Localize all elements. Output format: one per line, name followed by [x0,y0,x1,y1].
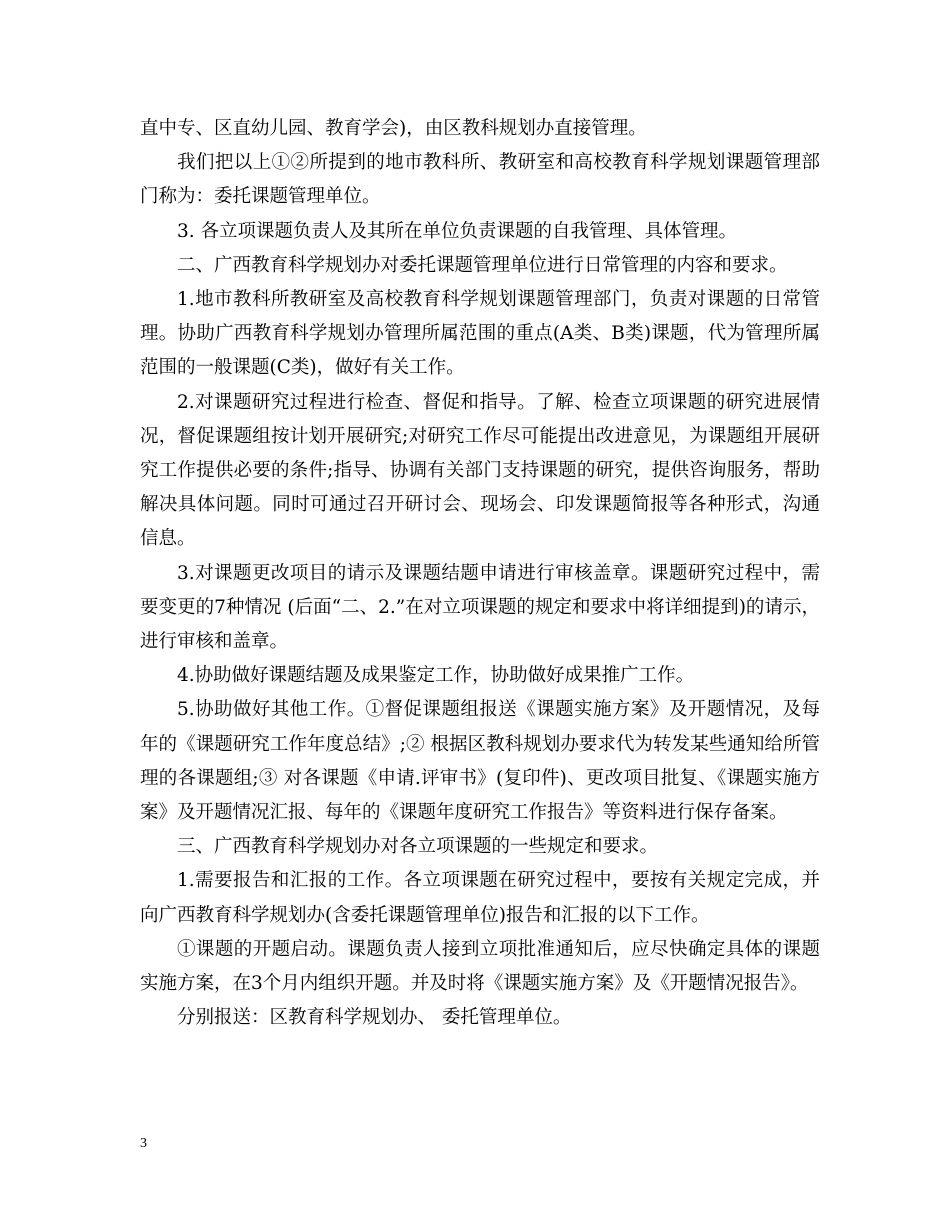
paragraph-item-3-review: 3.对课题更改项目的请示及课题结题申请进行审核盖章。课题研究过程中，需要变更的7种情况 (后面“二、2.”在对立项课题的规定和要求中将详细提到)的请示，进行审核和盖章。 [140,562,820,653]
paragraph-item-3: 3. 各立项课题负责人及其所在单位负责课题的自我管理、具体管理。 [177,220,738,242]
page-number: 3 [140,1136,147,1151]
paragraph-item-2: 2.对课题研究过程进行检查、督促和指导。了解、检查立项课题的研究进展情况，督促课题组按计划开展研究;对研究工作尽可能提出改进意见，为课题组开展研究工作提供必要的条件;指导、协调有关部门支持课题的研究，提供咨询服务，帮助解决具体问题。同时可通过召开研讨会、现场会、印发课题简报等各种形式，沟通信息。 [140,391,820,550]
paragraph-opening: ①课题的开题启动。课题负责人接到立项批准通知后，应尽快确定具体的课题实施方案，在3个月内组织开题。并及时将《课题实施方案》及《开题情况报告》。 [140,938,820,995]
paragraph-item-5: 5.协助做好其他工作。①督促课题组报送《课题实施方案》及开题情况，及每年的《课题研究工作年度总结》;② 根据区教科规划办要求代为转发某些通知给所管理的各课题组;③ 对各课题《申请.评审书》(复印件)、更改项目批复、《课题实施方案》及开题情况汇报、每年的《课题年度研究工作报告》等资料进行保存备案。 [140,699,820,824]
paragraph-continuation: 直中专、区直幼儿园、教育学会)，由区教科规划办直接管理。 [140,118,647,139]
paragraph-definition: 我们把以上①②所提到的地市教科所、教研室和高校教育科学规划课题管理部门称为：委托课题管理单位。 [140,152,820,208]
document-body [140,112,820,1035]
section-heading-2: 二、广西教育科学规划办对委托课题管理单位进行日常管理的内容和要求。 [177,254,788,276]
paragraph-submit-to: 分别报送：区教育科学规划办、 委托管理单位。 [177,1007,572,1029]
section-heading-3: 三、广西教育科学规划办对各立项课题的一些规定和要求。 [177,836,659,858]
paragraph-item-4: 4.协助做好课题结题及成果鉴定工作，协助做好成果推广工作。 [177,665,695,687]
paragraph-reporting: 1.需要报告和汇报的工作。各立项课题在研究过程中，要按有关规定完成，并向广西教育科学规划办(含委托课题管理单位)报告和汇报的以下工作。 [140,870,820,926]
paragraph-item-1: 1.地市教科所教研室及高校教育科学规划课题管理部门，负责对课题的日常管理。协助广西教育科学规划办管理所属范围的重点(A类、B类)课题，代为管理所属范围的一般课题(C类)，做好有关工作。 [140,289,820,379]
